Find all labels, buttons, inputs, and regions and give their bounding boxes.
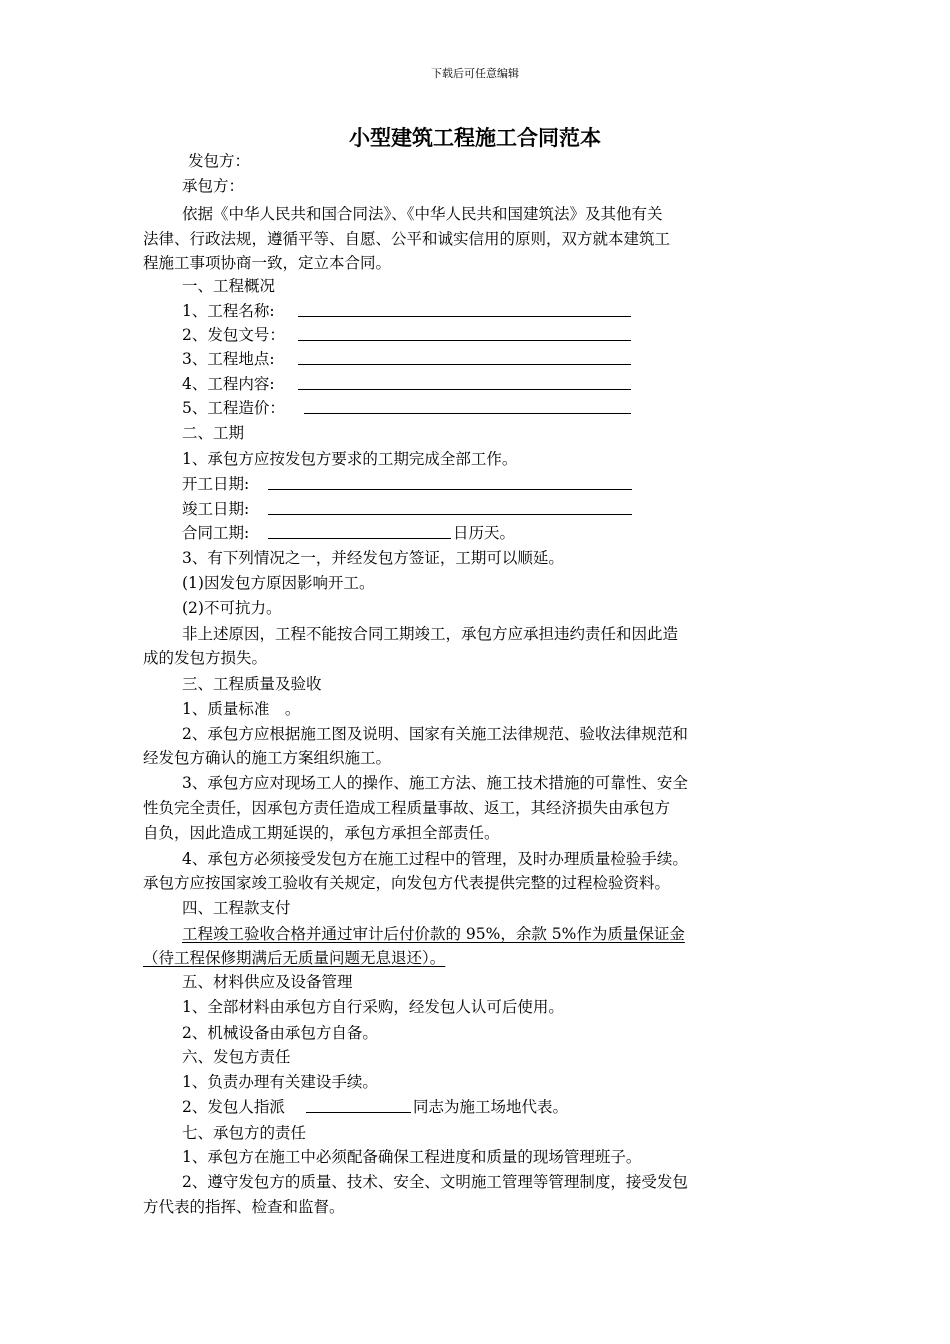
schedule-case-2: (2)不可抗力。: [182, 599, 282, 617]
duration-label: 合同工期:: [182, 524, 250, 542]
representative-blank: [306, 1095, 411, 1113]
representative-suffix: 同志为施工场地代表。: [413, 1098, 569, 1116]
payment-text-2: （待工程保修期满后无质量问题无息退还）。: [143, 949, 446, 967]
location-row: [143, 347, 847, 372]
start-date-blank: [268, 472, 632, 490]
quality-p3-line-2: 性负完全责任，因承包方责任造成工程质量事故、返工，其经济损失由承包方: [143, 799, 671, 817]
doc-number-label: 2、发包文号：: [182, 326, 285, 344]
intro-line-3: 程施工事项协商一致，定立本合同。: [143, 254, 392, 272]
content-label: 4、工程内容:: [182, 375, 275, 393]
payment-line-1: [143, 922, 847, 947]
quality-p2-line-2: 经发包方确认的施工方案组织施工。: [143, 749, 392, 767]
schedule-p4-line-2: 成的发包方损失。: [143, 649, 268, 667]
section-5-heading: 五、材料供应及设备管理: [182, 973, 353, 991]
materials-p1: 1、全部材料由承包方自行采购，经发包人认可后使用。: [182, 998, 564, 1016]
project-name-row: [143, 299, 847, 324]
doc-number-blank: [298, 323, 631, 341]
location-blank: [298, 347, 631, 365]
project-name-label: 1、工程名称:: [182, 302, 275, 320]
section-4-heading: 四、工程款支付: [182, 899, 291, 917]
content-row: [143, 372, 847, 397]
schedule-case-1: (1)因发包方原因影响开工。: [182, 574, 375, 592]
intro-line-1: 依据《中华人民共和国合同法》、《中华人民共和国建筑法》及其他有关: [182, 205, 663, 223]
cost-blank: [304, 396, 631, 414]
cost-label: 5、工程造价：: [182, 399, 285, 417]
header-note: 下载后可任意编辑: [431, 67, 519, 80]
schedule-p3: 3、有下列情况之一，并经发包方签证，工期可以顺延。: [182, 549, 564, 567]
contractor-duty-p2-line-2: 方代表的指挥、检查和监督。: [143, 1198, 345, 1216]
cost-row: [143, 396, 847, 421]
duration-blank: [268, 521, 451, 539]
project-name-blank: [298, 299, 631, 317]
doc-number-row: [143, 323, 847, 348]
employer-duty-p2: [143, 1095, 847, 1120]
quality-p1: 1、质量标准 。: [182, 700, 301, 718]
start-date-label: 开工日期:: [182, 475, 250, 493]
section-6-heading: 六、发包方责任: [182, 1048, 291, 1066]
quality-p2-line-1: 2、承包方应根据施工图及说明、国家有关施工法律规范、验收法律规范和: [182, 725, 688, 743]
end-date-label: 竣工日期:: [182, 500, 250, 518]
schedule-p1: 1、承包方应按发包方要求的工期完成全部工作。: [182, 450, 518, 468]
payment-line-2: [143, 946, 808, 971]
materials-p2: 2、机械设备由承包方自备。: [182, 1024, 378, 1042]
section-2-heading: 二、工期: [182, 424, 245, 442]
section-1-heading: 一、工程概况: [182, 277, 276, 295]
end-date-row: [143, 497, 847, 522]
contractor-line: 承包方：: [182, 177, 245, 195]
quality-p3-line-1: 3、承包方应对现场工人的操作、施工方法、施工技术措施的可靠性、安全: [182, 774, 688, 792]
quality-p4-line-1: 4、承包方必须接受发包方在施工过程中的管理，及时办理质量检验手续。: [182, 850, 688, 868]
representative-prefix: 2、发包人指派: [182, 1098, 285, 1116]
quality-p4-line-2: 承包方应按国家竣工验收有关规定，向发包方代表提供完整的过程检验资料。: [143, 874, 671, 892]
duration-suffix: 日历天。: [453, 524, 516, 542]
location-label: 3、工程地点:: [182, 350, 275, 368]
duration-row: [143, 521, 847, 546]
end-date-blank: [268, 497, 632, 515]
contractor-duty-p1: 1、承包方在施工中必须配备确保工程进度和质量的现场管理班子。: [182, 1148, 642, 1166]
start-date-row: [143, 472, 847, 497]
payment-text-1: 工程竣工验收合格并通过审计后付价款的 95%，余款 5%作为质量保证金: [182, 925, 685, 943]
section-7-heading: 七、承包方的责任: [182, 1124, 307, 1142]
section-3-heading: 三、工程质量及验收: [182, 675, 322, 693]
schedule-p4-line-1: 非上述原因，工程不能按合同工期竣工，承包方应承担违约责任和因此造: [182, 625, 679, 643]
contractor-duty-p2-line-1: 2、遵守发包方的质量、技术、安全、文明施工管理等管理制度，接受发包: [182, 1173, 688, 1191]
employer-duty-p1: 1、负责办理有关建设手续。: [182, 1073, 378, 1091]
quality-p3-line-3: 自负，因此造成工期延误的，承包方承担全部责任。: [143, 824, 500, 842]
document-title: 小型建筑工程施工合同范本: [349, 125, 601, 150]
content-blank: [298, 372, 631, 390]
employer-line: 发包方：: [188, 152, 251, 170]
intro-line-2: 法律、行政法规，遵循平等、自愿、公平和诚实信用的原则，双方就本建筑工: [143, 230, 671, 248]
